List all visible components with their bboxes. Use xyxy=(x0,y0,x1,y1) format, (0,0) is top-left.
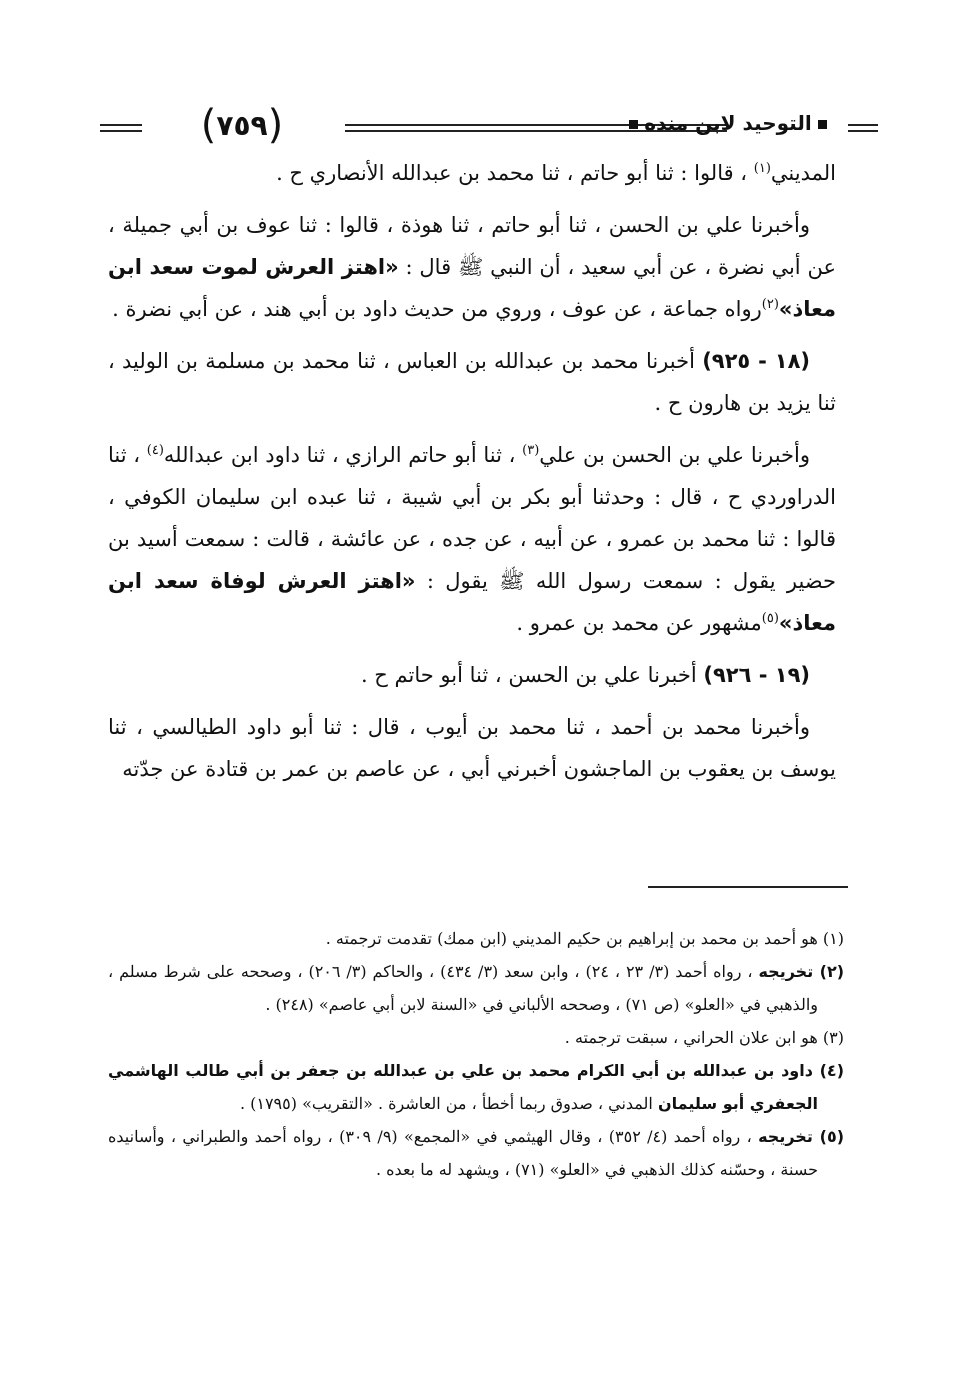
footnote-ref: (٢) xyxy=(761,297,779,312)
footnote-1: (١) هو أحمد بن محمد بن إبراهيم بن حكيم المديني (ابن ممك) تقدمت ترجمته . xyxy=(325,929,844,948)
main-text xyxy=(108,152,836,800)
text-run: أخبرنا علي بن الحسن ، ثنا أبو حاتم ح . xyxy=(360,663,704,687)
footnote-3: (٣) هو ابن علان الحراني ، سبقت ترجمته . xyxy=(564,1028,844,1047)
page-number-text: ٧٥٩ xyxy=(216,109,268,142)
footnote-5 xyxy=(108,1120,844,1186)
footnote-label: (٥) تخريجه xyxy=(758,1127,845,1146)
footnote-label: (٢) تخريجه xyxy=(758,962,845,981)
hadith-quote: «اهتز العرش لوفاة سعد ابن معاذ» xyxy=(108,569,836,635)
hadith-quote: «اهتز العرش لموت سعد ابن معاذ» xyxy=(108,255,836,321)
paragraph xyxy=(108,434,836,644)
footnote-separator xyxy=(648,886,848,888)
running-header xyxy=(100,92,878,152)
text-run: وأخبرنا محمد بن أحمد ، ثنا محمد بن أيوب ، قال : ثنا أبو داود الطيالسي ، ثنا يوسف بن يعقوب بن الماجشون أخبرني أبي ، عن عاصم بن عمر بن قتادة عن جدّته xyxy=(108,715,836,781)
header-rule xyxy=(100,124,142,132)
footnote-ref: (٤) xyxy=(146,443,164,458)
footnote-ref: (٣) xyxy=(522,443,540,458)
text-run: أخبرنا محمد بن عبدالله بن العباس ، ثنا محمد بن مسلمة بن الوليد ، ثنا يزيد بن هارون ح . xyxy=(108,349,836,415)
text-run: رواه جماعة ، عن عوف ، وروي من حديث داود بن أبي هند ، عن أبي نضرة . xyxy=(112,297,762,321)
text-run: المديني xyxy=(770,161,836,185)
paragraph xyxy=(108,204,836,330)
text-run: ، قالوا : ثنا أبو حاتم ، ثنا محمد بن عبدالله الأنصاري ح . xyxy=(276,161,754,185)
page-number: (٧٥٩) xyxy=(200,102,284,148)
text-run: وأخبرنا علي بن الحسن ، ثنا أبو حاتم ، ثنا هوذة ، قالوا : ثنا عوف بن أبي جميلة ، عن أبي نضرة ، عن أبي سعيد ، أن النبي ﷺ قال : xyxy=(108,213,836,279)
header-rule xyxy=(848,124,878,132)
paragraph xyxy=(108,340,836,424)
hadith-number: (١٨ - ٩٢٥) xyxy=(702,349,810,373)
paragraph xyxy=(108,152,836,194)
footnote-ref: (٥) xyxy=(761,611,779,626)
text-run: ، ثنا الدراوردي ح ، قال : وحدثنا أبو بكر بن أبي شيبة ، ثنا عبده ابن سليمان الكوفي ، قالوا : ثنا محمد بن عمرو ، عن أبيه ، عن جده ، عن عائشة ، قالت : سمعت أسيد بن حضير يقول : سمعت رسول الله ﷺ يقول : xyxy=(108,443,836,593)
footnote-text: ، رواه أحمد (٣/ ٢٣ ، ٢٤) ، وابن سعد (٣/ ٤٣٤) ، والحاكم (٣/ ٢٠٦) ، وصححه على شرط مسلم ، والذهبي في «العلو» (ص ٧١) ، وصححه الألباني في «السنة لابن أبي عاصم» (٢٤٨) . xyxy=(108,962,818,1014)
footnotes xyxy=(108,922,844,1186)
square-ornament-icon xyxy=(818,120,827,129)
footnote-ref: (١) xyxy=(753,161,771,176)
square-ornament-icon xyxy=(629,120,638,129)
text-run: ، ثنا أبو حاتم الرازي ، ثنا داود ابن عبدالله xyxy=(163,443,523,467)
running-title-text: التوحيد لابن منده xyxy=(644,111,812,135)
text-run: وأخبرنا علي بن الحسن بن علي xyxy=(539,443,810,467)
footnote-label: (٤) داود بن عبدالله بن أبي الكرام محمد بن علي بن عبدالله بن جعفر بن أبي طالب الهاشمي الجعفري أبو سليمان xyxy=(108,1061,844,1113)
running-title xyxy=(618,106,838,140)
footnote-text: ، رواه أحمد (٤/ ٣٥٢) ، وقال الهيثمي في «المجمع» (٩/ ٣٠٩) ، رواه أحمد والطبراني ، وأسانيده حسنة ، وحسّنه كذلك الذهبي في «العلو» (٧١) ، ويشهد له ما بعده . xyxy=(108,1127,818,1179)
footnote-2 xyxy=(108,955,844,1021)
text-run: مشهور عن محمد بن عمرو . xyxy=(516,611,762,635)
footnote-4 xyxy=(108,1054,844,1120)
footnote-text: المدني ، صدوق ربما أخطأ ، من العاشرة . «التقريب» (١٧٩٥) . xyxy=(239,1094,658,1113)
paragraph xyxy=(108,706,836,790)
paragraph xyxy=(108,654,836,696)
hadith-number: (١٩ - ٩٢٦) xyxy=(703,663,810,687)
